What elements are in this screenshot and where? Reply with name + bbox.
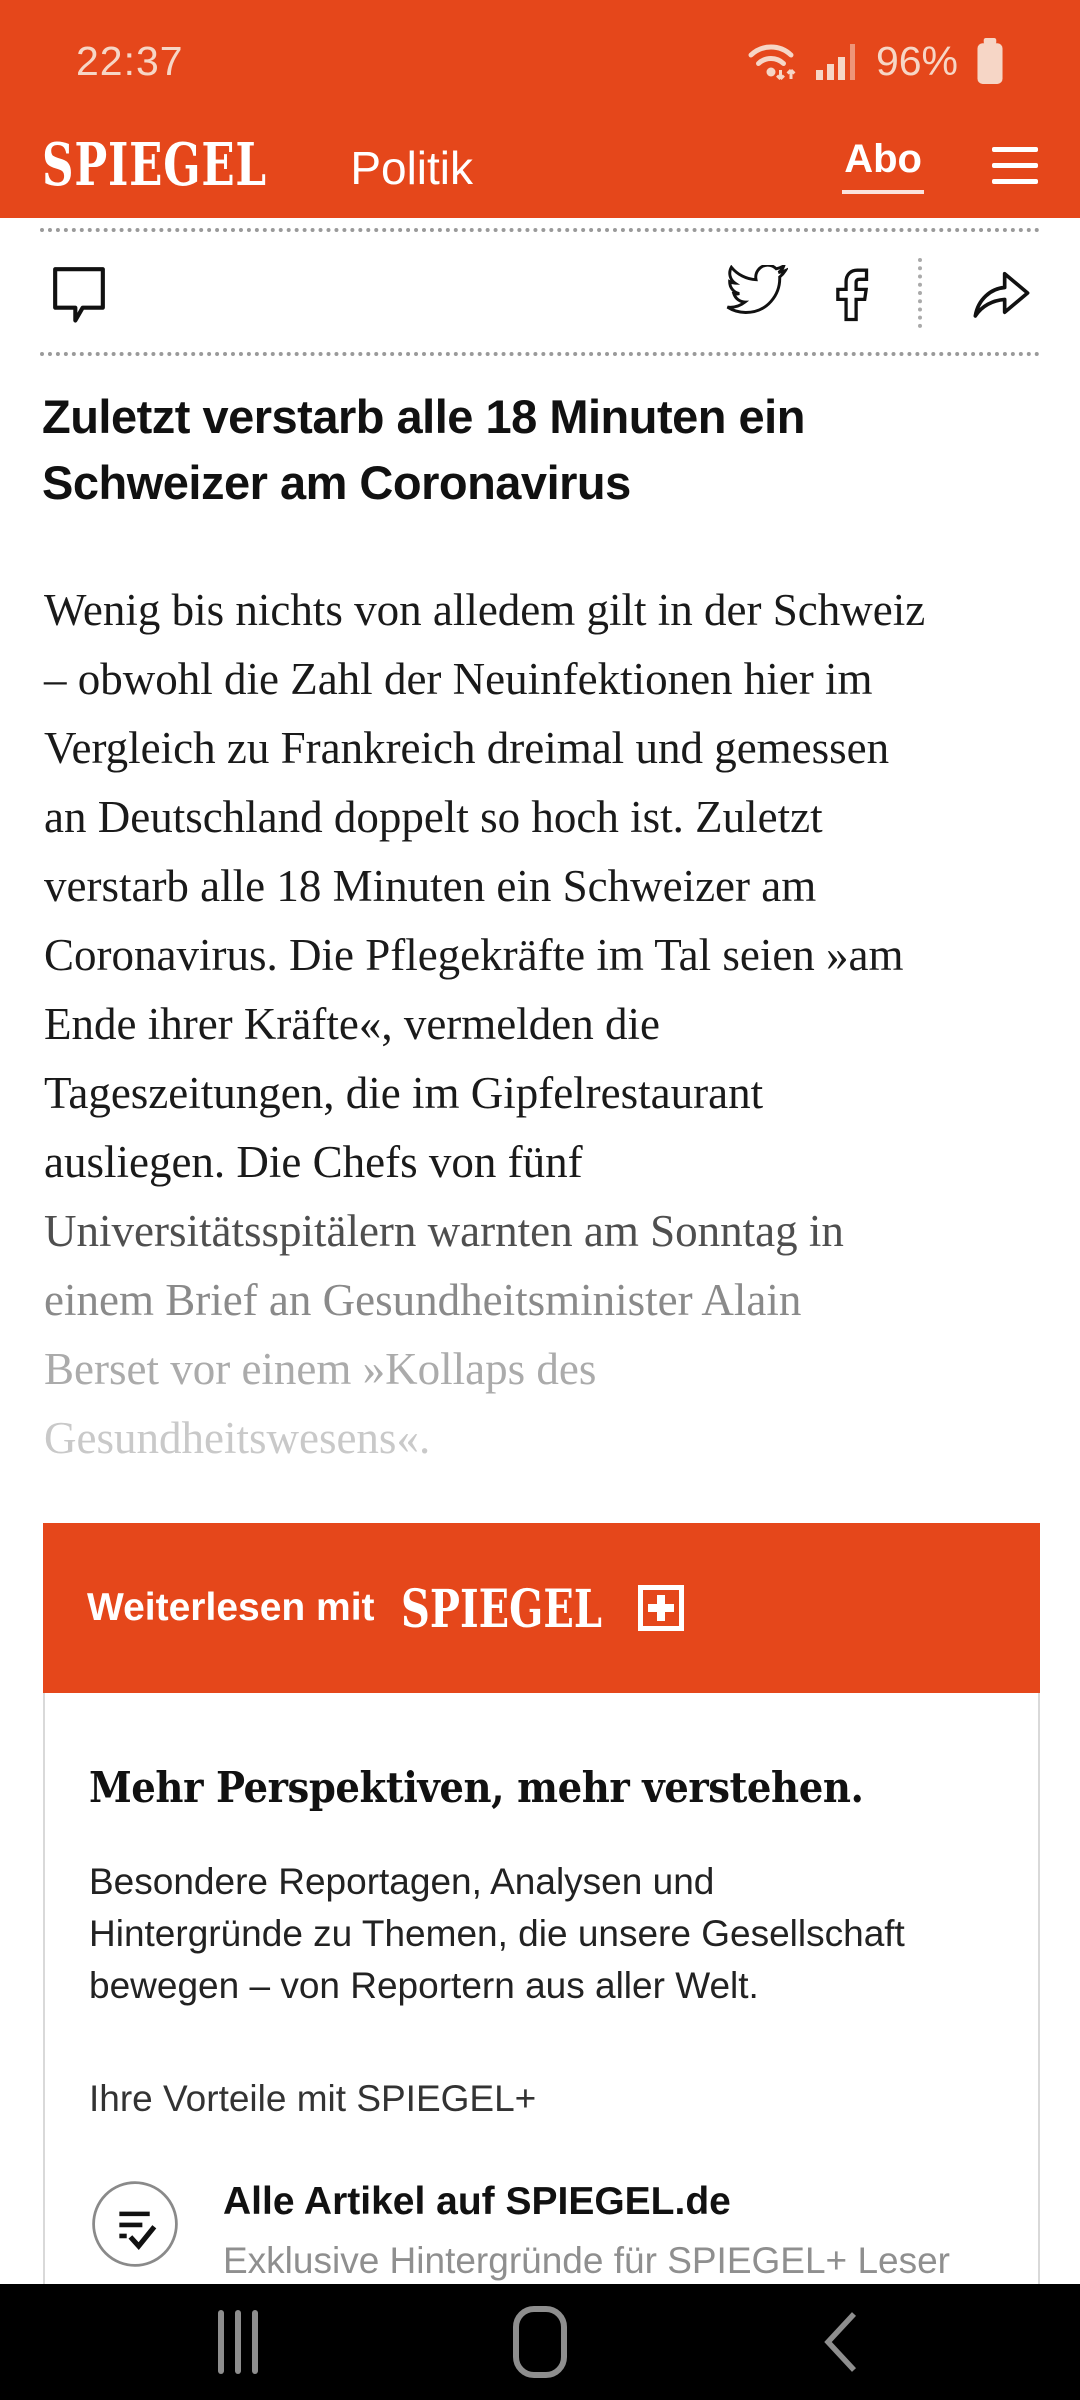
article-body-line: an Deutschland doppelt so hoch ist. Zuletzt: [44, 792, 823, 842]
abo-link[interactable]: Abo: [842, 137, 924, 194]
share-icon[interactable]: [968, 262, 1034, 324]
home-icon: [511, 2305, 569, 2379]
article-body-line: – obwohl die Zahl der Neuinfektionen hier im: [44, 654, 873, 704]
article-body-line: Gesundheitswesens«.: [44, 1413, 431, 1463]
comments-icon[interactable]: [46, 260, 112, 326]
signal-icon: [814, 39, 860, 83]
battery-percent: 96%: [875, 37, 958, 84]
article-headline: Zuletzt verstarb alle 18 Minuten ein Schweizer am Coronavirus: [42, 390, 805, 509]
paywall-description: Besondere Reportagen, Analysen und Hintergründe zu Themen, die unsere Gesellschaft bewegen – von Reportern aus aller Welt.: [89, 1861, 905, 2006]
recents-button[interactable]: [178, 2284, 298, 2400]
facebook-icon[interactable]: [830, 261, 872, 325]
home-button[interactable]: [480, 2284, 600, 2400]
back-button[interactable]: [780, 2284, 900, 2400]
section-title: Politik: [350, 142, 474, 194]
back-icon: [820, 2309, 860, 2375]
status-bar: [0, 0, 1080, 122]
article-toolbar: [0, 232, 1080, 352]
paywall-box: [43, 1523, 1040, 2344]
divider-dotted: [40, 352, 1040, 356]
wifi-icon: [746, 38, 798, 84]
paywall-banner[interactable]: [43, 1523, 1040, 1693]
twitter-icon[interactable]: [724, 265, 788, 321]
divider-vertical-dotted: [918, 258, 922, 328]
paywall-title: Mehr Perspektiven, mehr verstehen.: [89, 1763, 864, 1812]
plus-icon: [638, 1585, 684, 1631]
article-body: [44, 576, 1038, 1473]
article-body-line: Universitätsspitälern warnten am Sonntag in: [44, 1206, 844, 1256]
article-body-line: ausliegen. Die Chefs von fünf: [44, 1137, 583, 1187]
article-body-line: Ende ihrer Kräfte«, vermelden die: [44, 999, 660, 1049]
top-orange-area: [0, 0, 1080, 218]
article-body-line: Wenig bis nichts von alledem gilt in der Schweiz: [44, 585, 926, 635]
article-body-line: Berset vor einem »Kollaps des: [44, 1344, 597, 1394]
article-body-line: Vergleich zu Frankreich dreimal und gemessen: [44, 723, 890, 773]
benefits-heading: Ihre Vorteile mit SPIEGEL+: [89, 2078, 537, 2119]
article-body-line: Coronavirus. Die Pflegekräfte im Tal seien »am: [44, 930, 904, 980]
paywall-banner-text: Weiterlesen mit: [87, 1586, 375, 1629]
benefit-item: [89, 2178, 994, 2282]
article-body-line: einem Brief an Gesundheitsminister Alain: [44, 1275, 802, 1325]
app-header: [0, 122, 1080, 218]
status-time: 22:37: [76, 37, 184, 84]
benefit-subtitle: Exklusive Hintergründe für SPIEGEL+ Leser: [223, 2240, 950, 2281]
battery-icon: [974, 37, 1006, 85]
checklist-icon: [89, 2178, 181, 2270]
spiegel-logo[interactable]: SPIEGEL: [42, 130, 267, 200]
paywall-card: [43, 1693, 1040, 2344]
recents-icon: [218, 2310, 258, 2374]
android-nav-bar: [0, 2284, 1080, 2400]
article-body-line: verstarb alle 18 Minuten ein Schweizer am: [44, 861, 817, 911]
article-body-line: Tageszeitungen, die im Gipfelrestaurant: [44, 1068, 764, 1118]
hamburger-menu-icon[interactable]: [992, 141, 1038, 190]
spiegel-plus-logo: SPIEGEL: [400, 1577, 602, 1639]
benefit-title: Alle Artikel auf SPIEGEL.de: [223, 2180, 731, 2223]
